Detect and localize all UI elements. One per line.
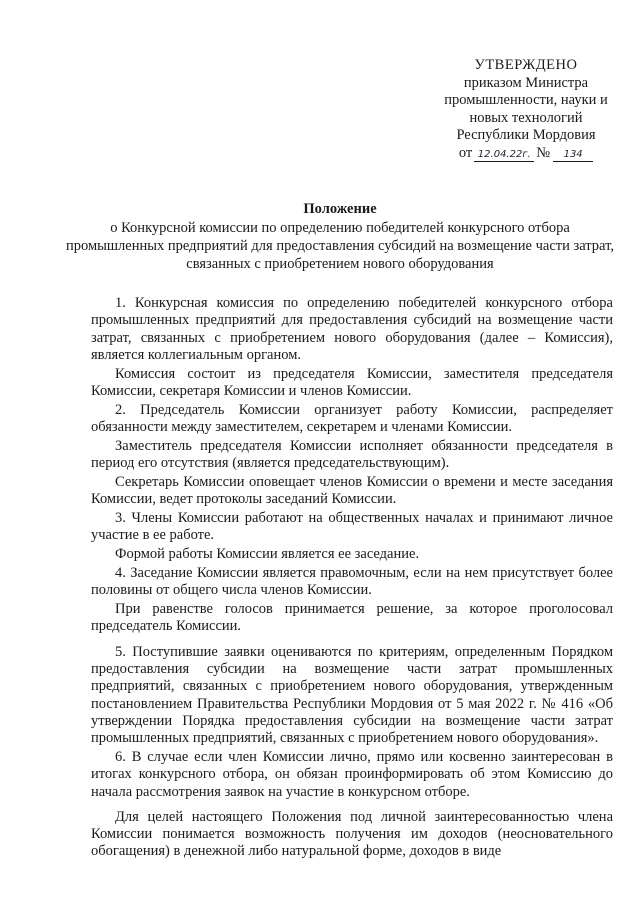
paragraph-6: 3. Члены Комиссии работают на общественных началах и принимают личное участие в ее работе. (91, 510, 613, 544)
approval-block (426, 57, 626, 162)
paragraph-2: Комиссия состоит из председателя Комиссии, заместителя председателя Комиссии, секретаря Комиссии и членов Комиссии. (91, 365, 613, 399)
paragraph-7: Формой работы Комиссии является ее заседание. (115, 546, 420, 563)
handwritten-date: 12.04.22г. (474, 149, 534, 162)
paragraph-8: 4. Заседание Комиссии является правомочным, если на нем присутствует более половины от общего числа членов Комиссии. (91, 564, 613, 599)
paragraph-5: Секретарь Комиссии оповещает членов Комиссии о времени и месте заседания Комиссии, ведет протоколы заседаний Комиссии. (91, 473, 613, 508)
paragraph-3: 2. Председатель Комиссии организует работу Комиссии, распределяет обязанности между заместителем, секретарем и членами Комиссии. (91, 401, 613, 436)
paragraph-11: 6. В случае если член Комиссии лично, прямо или косвенно заинтересован в итогах конкурсного отбора, он обязан проинформировать об этом Комиссию до начала рассмотрения заявок на участие в конкурсном отборе. (91, 748, 613, 800)
handwritten-number: 134 (553, 149, 593, 162)
document-subtitle: о Конкурсной комиссии по определению победителей конкурсного отбора промышленных предприятий для предоставления субсидий на возмещение части затрат, связанных с приобретением нового оборудования (65, 220, 614, 272)
paragraph-4: Заместитель председателя Комиссии исполняет обязанности председателя в период его отсутствия (является председательствующим). (91, 437, 613, 472)
date-prefix: от (458, 144, 473, 161)
approval-line: промышленности, науки и (444, 92, 608, 108)
approval-line: приказом Министра (463, 74, 589, 91)
document-title: Положение (303, 201, 377, 217)
paragraph-12: Для целей настоящего Положения под личной заинтересованностью члена Комиссии понимается возможность получения им доходов (неосновательного обогащения) в денежной либо натуральной форме, доходов в виде (91, 808, 613, 860)
approval-line: новых технологий (469, 109, 583, 126)
document-heading (60, 200, 620, 273)
approval-title: УТВЕРЖДЕНО (474, 57, 578, 73)
document-body (91, 295, 613, 862)
approval-line: Республики Мордовия (456, 127, 596, 143)
paragraph-9: При равенстве голосов принимается решение, за которое проголосовал председатель Комиссии. (91, 601, 613, 635)
approval-date-line (426, 145, 626, 163)
paragraph-10: 5. Поступившие заявки оцениваются по критериям, определенным Порядком предоставления субсидии на возмещение части затрат промышленных предприятий, связанных с приобретением нового оборудования, утвержденным постановлением Правительства Республики Мордовия от 5 мая 2022 г. № 416 «Об утверждении Порядка предоставления субсидии на возмещение части затрат промышленных предприятий, связанных с приобретением нового оборудования». (91, 643, 613, 747)
paragraph-1: 1. Конкурсная комиссия по определению победителей конкурсного отбора промышленных предприятий для предоставления субсидий на возмещение части затрат, связанных с приобретением нового оборудования (далее – Комиссия), является коллегиальным органом. (91, 295, 613, 363)
number-prefix: № (536, 144, 551, 161)
